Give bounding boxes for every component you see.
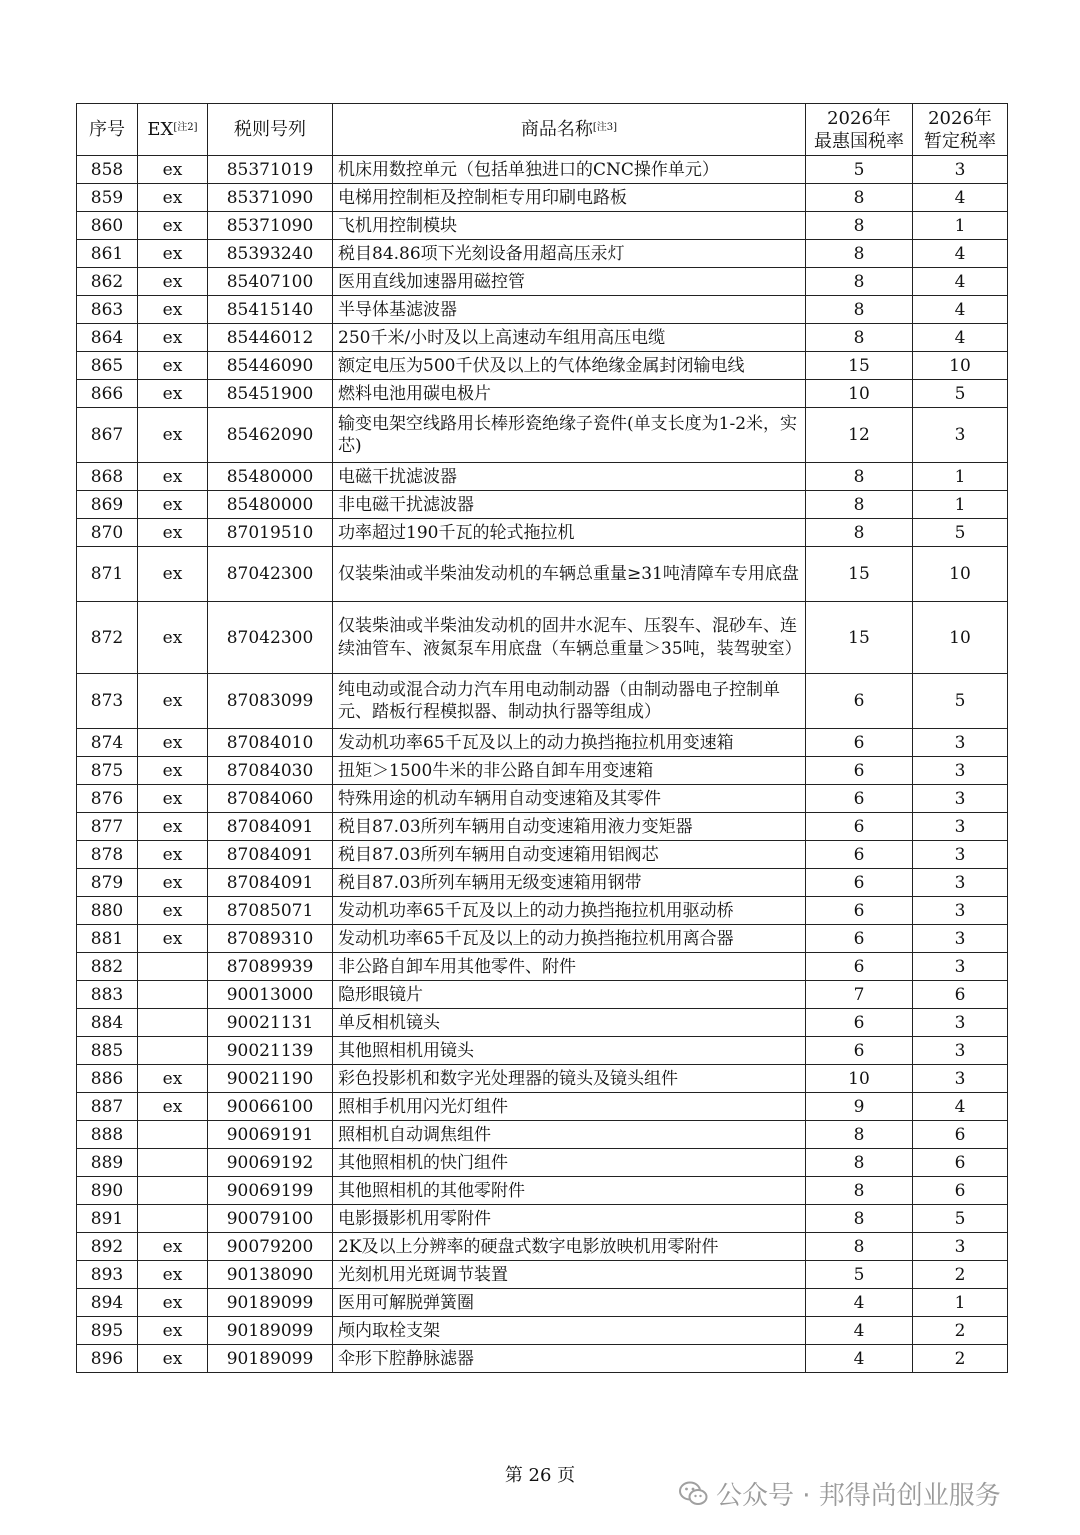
cell-ex (138, 953, 208, 981)
cell-ex: ex (138, 352, 208, 380)
cell-provisional-rate: 6 (913, 1149, 1008, 1177)
cell-ex (138, 1149, 208, 1177)
cell-ex: ex (138, 841, 208, 869)
cell-mfn-rate: 4 (806, 1345, 913, 1373)
cell-name: 发动机功率65千瓦及以上的动力换挡拖拉机用变速箱 (333, 729, 806, 757)
cell-seq: 880 (77, 897, 138, 925)
table-row (77, 184, 1008, 212)
cell-mfn-rate: 6 (806, 841, 913, 869)
cell-provisional-rate: 5 (913, 674, 1008, 729)
cell-ex: ex (138, 1317, 208, 1345)
cell-code: 90138090 (208, 1261, 333, 1289)
table-row (77, 981, 1008, 1009)
cell-seq: 868 (77, 463, 138, 491)
cell-ex (138, 1177, 208, 1205)
cell-seq: 877 (77, 813, 138, 841)
cell-name: 仅装柴油或半柴油发动机的固井水泥车、压裂车、混砂车、连续油管车、液氮泵车用底盘（车辆总重量＞35吨，装驾驶室） (333, 602, 806, 674)
cell-name: 燃料电池用碳电极片 (333, 380, 806, 408)
cell-provisional-rate: 4 (913, 324, 1008, 352)
cell-name: 2K及以上分辨率的硬盘式数字电影放映机用零附件 (333, 1233, 806, 1261)
cell-mfn-rate: 8 (806, 324, 913, 352)
cell-provisional-rate: 3 (913, 408, 1008, 463)
table-row (77, 1037, 1008, 1065)
header-seq: 序号 (77, 104, 138, 156)
table-row (77, 1149, 1008, 1177)
cell-name: 仅装柴油或半柴油发动机的车辆总重量≥31吨清障车专用底盘 (333, 547, 806, 602)
cell-provisional-rate: 2 (913, 1317, 1008, 1345)
cell-seq: 892 (77, 1233, 138, 1261)
cell-code: 90066100 (208, 1093, 333, 1121)
cell-provisional-rate: 1 (913, 1289, 1008, 1317)
cell-seq: 875 (77, 757, 138, 785)
cell-name: 纯电动或混合动力汽车用电动制动器（由制动器电子控制单元、踏板行程模拟器、制动执行器等组成） (333, 674, 806, 729)
table-row (77, 463, 1008, 491)
cell-seq: 883 (77, 981, 138, 1009)
table-row (77, 352, 1008, 380)
cell-code: 87089939 (208, 953, 333, 981)
cell-name: 光刻机用光斑调节装置 (333, 1261, 806, 1289)
cell-provisional-rate: 3 (913, 841, 1008, 869)
cell-seq: 861 (77, 240, 138, 268)
table-row (77, 1289, 1008, 1317)
cell-name: 飞机用控制模块 (333, 212, 806, 240)
table-row (77, 296, 1008, 324)
cell-provisional-rate: 3 (913, 1233, 1008, 1261)
cell-mfn-rate: 4 (806, 1317, 913, 1345)
cell-code: 90079100 (208, 1205, 333, 1233)
cell-mfn-rate: 8 (806, 491, 913, 519)
table-row (77, 156, 1008, 184)
cell-mfn-rate: 6 (806, 1037, 913, 1065)
cell-name: 特殊用途的机动车辆用自动变速箱及其零件 (333, 785, 806, 813)
cell-name: 其他照相机用镜头 (333, 1037, 806, 1065)
cell-ex (138, 1037, 208, 1065)
cell-provisional-rate: 3 (913, 1065, 1008, 1093)
table-row (77, 785, 1008, 813)
cell-mfn-rate: 5 (806, 1261, 913, 1289)
cell-code: 87089310 (208, 925, 333, 953)
cell-ex: ex (138, 324, 208, 352)
cell-seq: 888 (77, 1121, 138, 1149)
cell-mfn-rate: 12 (806, 408, 913, 463)
tariff-table (76, 103, 1008, 1373)
table-row (77, 240, 1008, 268)
table-row (77, 547, 1008, 602)
cell-mfn-rate: 8 (806, 184, 913, 212)
cell-mfn-rate: 6 (806, 757, 913, 785)
cell-seq: 891 (77, 1205, 138, 1233)
cell-seq: 885 (77, 1037, 138, 1065)
table-row (77, 491, 1008, 519)
cell-seq: 881 (77, 925, 138, 953)
cell-code: 87084060 (208, 785, 333, 813)
cell-seq: 889 (77, 1149, 138, 1177)
table-row (77, 602, 1008, 674)
cell-seq: 876 (77, 785, 138, 813)
cell-ex: ex (138, 268, 208, 296)
cell-code: 87084010 (208, 729, 333, 757)
cell-provisional-rate: 3 (913, 729, 1008, 757)
cell-name: 机床用数控单元（包括单独进口的CNC操作单元） (333, 156, 806, 184)
cell-ex: ex (138, 156, 208, 184)
table-row (77, 897, 1008, 925)
cell-code: 90013000 (208, 981, 333, 1009)
header-mfn: 2026年 最惠国税率 (806, 104, 913, 156)
table-row (77, 519, 1008, 547)
cell-provisional-rate: 10 (913, 602, 1008, 674)
cell-seq: 858 (77, 156, 138, 184)
cell-provisional-rate: 10 (913, 352, 1008, 380)
header-ex-note: [注2] (173, 122, 198, 133)
cell-provisional-rate: 3 (913, 897, 1008, 925)
table-row (77, 212, 1008, 240)
cell-mfn-rate: 6 (806, 813, 913, 841)
header-name: 商品名称[注3] (333, 104, 806, 156)
cell-mfn-rate: 7 (806, 981, 913, 1009)
cell-mfn-rate: 8 (806, 1121, 913, 1149)
cell-name: 其他照相机的其他零附件 (333, 1177, 806, 1205)
cell-name: 其他照相机的快门组件 (333, 1149, 806, 1177)
cell-code: 85480000 (208, 463, 333, 491)
cell-name: 医用直线加速器用磁控管 (333, 268, 806, 296)
cell-seq: 871 (77, 547, 138, 602)
table-row (77, 380, 1008, 408)
cell-code: 90021190 (208, 1065, 333, 1093)
cell-seq: 894 (77, 1289, 138, 1317)
cell-name: 医用可解脱弹簧圈 (333, 1289, 806, 1317)
cell-provisional-rate: 5 (913, 1205, 1008, 1233)
table-row (77, 1233, 1008, 1261)
table-row (77, 1317, 1008, 1345)
cell-name: 电影摄影机用零附件 (333, 1205, 806, 1233)
cell-name: 电磁干扰滤波器 (333, 463, 806, 491)
cell-provisional-rate: 3 (913, 869, 1008, 897)
table-row (77, 268, 1008, 296)
cell-code: 87042300 (208, 547, 333, 602)
cell-seq: 873 (77, 674, 138, 729)
table-row (77, 925, 1008, 953)
cell-seq: 893 (77, 1261, 138, 1289)
cell-provisional-rate: 1 (913, 491, 1008, 519)
cell-provisional-rate: 4 (913, 240, 1008, 268)
cell-code: 90069192 (208, 1149, 333, 1177)
cell-name: 发动机功率65千瓦及以上的动力换挡拖拉机用离合器 (333, 925, 806, 953)
cell-ex: ex (138, 296, 208, 324)
cell-provisional-rate: 5 (913, 380, 1008, 408)
cell-seq: 879 (77, 869, 138, 897)
cell-provisional-rate: 6 (913, 981, 1008, 1009)
cell-name: 税目87.03所列车辆用自动变速箱用铝阀芯 (333, 841, 806, 869)
cell-mfn-rate: 10 (806, 380, 913, 408)
cell-code: 85407100 (208, 268, 333, 296)
cell-code: 90069199 (208, 1177, 333, 1205)
cell-ex: ex (138, 1233, 208, 1261)
wechat-icon (678, 1480, 708, 1508)
cell-seq: 884 (77, 1009, 138, 1037)
cell-seq: 890 (77, 1177, 138, 1205)
cell-seq: 878 (77, 841, 138, 869)
table-row (77, 674, 1008, 729)
cell-code: 90189099 (208, 1289, 333, 1317)
cell-mfn-rate: 8 (806, 1205, 913, 1233)
cell-ex (138, 981, 208, 1009)
cell-provisional-rate: 4 (913, 268, 1008, 296)
cell-mfn-rate: 6 (806, 897, 913, 925)
cell-ex (138, 1009, 208, 1037)
cell-seq: 895 (77, 1317, 138, 1345)
cell-ex: ex (138, 519, 208, 547)
table-row (77, 1121, 1008, 1149)
cell-mfn-rate: 6 (806, 674, 913, 729)
cell-provisional-rate: 3 (913, 156, 1008, 184)
cell-mfn-rate: 15 (806, 602, 913, 674)
cell-mfn-rate: 8 (806, 268, 913, 296)
cell-name: 半导体基滤波器 (333, 296, 806, 324)
cell-seq: 867 (77, 408, 138, 463)
cell-mfn-rate: 8 (806, 296, 913, 324)
cell-mfn-rate: 6 (806, 953, 913, 981)
cell-name: 税目87.03所列车辆用自动变速箱用液力变矩器 (333, 813, 806, 841)
cell-ex: ex (138, 380, 208, 408)
cell-ex: ex (138, 1261, 208, 1289)
cell-seq: 872 (77, 602, 138, 674)
cell-mfn-rate: 6 (806, 785, 913, 813)
cell-ex: ex (138, 547, 208, 602)
cell-provisional-rate: 1 (913, 212, 1008, 240)
cell-name: 颅内取栓支架 (333, 1317, 806, 1345)
table-row (77, 729, 1008, 757)
cell-seq: 869 (77, 491, 138, 519)
table-row (77, 1065, 1008, 1093)
table-header-row (77, 104, 1008, 156)
cell-seq: 863 (77, 296, 138, 324)
cell-name: 彩色投影机和数字光处理器的镜头及镜头组件 (333, 1065, 806, 1093)
cell-mfn-rate: 6 (806, 925, 913, 953)
table-row (77, 953, 1008, 981)
cell-code: 90189099 (208, 1345, 333, 1373)
cell-mfn-rate: 6 (806, 729, 913, 757)
cell-name: 照相手机用闪光灯组件 (333, 1093, 806, 1121)
cell-provisional-rate: 2 (913, 1261, 1008, 1289)
cell-ex: ex (138, 240, 208, 268)
cell-provisional-rate: 4 (913, 296, 1008, 324)
cell-seq: 896 (77, 1345, 138, 1373)
cell-ex (138, 1121, 208, 1149)
page-number: 第 26 页 (504, 1465, 576, 1486)
table-body (77, 156, 1008, 1373)
cell-seq: 886 (77, 1065, 138, 1093)
cell-code: 90021131 (208, 1009, 333, 1037)
cell-mfn-rate: 8 (806, 519, 913, 547)
cell-provisional-rate: 3 (913, 813, 1008, 841)
cell-mfn-rate: 8 (806, 240, 913, 268)
table-row (77, 1345, 1008, 1373)
cell-code: 87083099 (208, 674, 333, 729)
cell-seq: 882 (77, 953, 138, 981)
cell-ex: ex (138, 729, 208, 757)
cell-provisional-rate: 3 (913, 953, 1008, 981)
cell-ex: ex (138, 184, 208, 212)
cell-mfn-rate: 5 (806, 156, 913, 184)
cell-provisional-rate: 10 (913, 547, 1008, 602)
cell-code: 87085071 (208, 897, 333, 925)
table-row (77, 1177, 1008, 1205)
cell-seq: 862 (77, 268, 138, 296)
cell-seq: 874 (77, 729, 138, 757)
header-ex: EX[注2] (138, 104, 208, 156)
cell-provisional-rate: 3 (913, 757, 1008, 785)
cell-ex: ex (138, 212, 208, 240)
cell-ex: ex (138, 813, 208, 841)
cell-name: 额定电压为500千伏及以上的气体绝缘金属封闭输电线 (333, 352, 806, 380)
cell-ex: ex (138, 602, 208, 674)
cell-seq: 859 (77, 184, 138, 212)
cell-seq: 870 (77, 519, 138, 547)
cell-provisional-rate: 6 (913, 1121, 1008, 1149)
cell-name: 隐形眼镜片 (333, 981, 806, 1009)
cell-ex: ex (138, 1065, 208, 1093)
cell-name: 电梯用控制柜及控制柜专用印刷电路板 (333, 184, 806, 212)
cell-provisional-rate: 1 (913, 463, 1008, 491)
cell-mfn-rate: 8 (806, 212, 913, 240)
cell-name: 伞形下腔静脉滤器 (333, 1345, 806, 1373)
cell-name: 税目84.86项下光刻设备用超高压汞灯 (333, 240, 806, 268)
cell-code: 85480000 (208, 491, 333, 519)
cell-seq: 866 (77, 380, 138, 408)
cell-seq: 864 (77, 324, 138, 352)
cell-ex: ex (138, 408, 208, 463)
cell-name: 发动机功率65千瓦及以上的动力换挡拖拉机用驱动桥 (333, 897, 806, 925)
cell-name: 照相机自动调焦组件 (333, 1121, 806, 1149)
cell-mfn-rate: 8 (806, 463, 913, 491)
cell-code: 90189099 (208, 1317, 333, 1345)
cell-name: 250千米/小时及以上高速动车组用高压电缆 (333, 324, 806, 352)
table-row (77, 324, 1008, 352)
table-row (77, 757, 1008, 785)
table-row (77, 1261, 1008, 1289)
header-name-note: [注3] (592, 122, 618, 133)
cell-provisional-rate: 3 (913, 785, 1008, 813)
cell-ex: ex (138, 674, 208, 729)
cell-seq: 860 (77, 212, 138, 240)
cell-mfn-rate: 15 (806, 352, 913, 380)
cell-name: 税目87.03所列车辆用无级变速箱用钢带 (333, 869, 806, 897)
cell-code: 87042300 (208, 602, 333, 674)
cell-mfn-rate: 6 (806, 869, 913, 897)
table-row (77, 408, 1008, 463)
cell-ex: ex (138, 1093, 208, 1121)
cell-ex: ex (138, 897, 208, 925)
cell-mfn-rate: 8 (806, 1149, 913, 1177)
cell-code: 85371019 (208, 156, 333, 184)
cell-provisional-rate: 5 (913, 519, 1008, 547)
table-row (77, 1009, 1008, 1037)
cell-provisional-rate: 2 (913, 1345, 1008, 1373)
watermark (678, 1475, 1001, 1512)
cell-code: 87084030 (208, 757, 333, 785)
cell-provisional-rate: 3 (913, 1037, 1008, 1065)
cell-ex: ex (138, 785, 208, 813)
cell-mfn-rate: 9 (806, 1093, 913, 1121)
watermark-text: 公众号 · 邦得尚创业服务 (716, 1481, 1001, 1511)
table-row (77, 1205, 1008, 1233)
cell-name: 扭矩＞1500牛米的非公路自卸车用变速箱 (333, 757, 806, 785)
cell-name: 非公路自卸车用其他零件、附件 (333, 953, 806, 981)
cell-name: 输变电架空线路用长棒形瓷绝缘子瓷件(单支长度为1-2米，实芯) (333, 408, 806, 463)
cell-code: 85393240 (208, 240, 333, 268)
cell-code: 85462090 (208, 408, 333, 463)
cell-ex: ex (138, 925, 208, 953)
cell-name: 单反相机镜头 (333, 1009, 806, 1037)
cell-code: 90069191 (208, 1121, 333, 1149)
cell-provisional-rate: 3 (913, 1009, 1008, 1037)
cell-seq: 865 (77, 352, 138, 380)
cell-mfn-rate: 4 (806, 1289, 913, 1317)
cell-ex: ex (138, 491, 208, 519)
cell-mfn-rate: 6 (806, 1009, 913, 1037)
cell-ex: ex (138, 1345, 208, 1373)
cell-code: 85371090 (208, 184, 333, 212)
cell-code: 87084091 (208, 813, 333, 841)
cell-ex: ex (138, 869, 208, 897)
header-provisional: 2026年 暂定税率 (913, 104, 1008, 156)
cell-mfn-rate: 10 (806, 1065, 913, 1093)
cell-ex: ex (138, 757, 208, 785)
table-row (77, 869, 1008, 897)
cell-mfn-rate: 8 (806, 1233, 913, 1261)
cell-mfn-rate: 8 (806, 1177, 913, 1205)
cell-name: 非电磁干扰滤波器 (333, 491, 806, 519)
cell-provisional-rate: 4 (913, 184, 1008, 212)
cell-ex: ex (138, 463, 208, 491)
cell-code: 85446090 (208, 352, 333, 380)
cell-provisional-rate: 4 (913, 1093, 1008, 1121)
cell-code: 90021139 (208, 1037, 333, 1065)
cell-mfn-rate: 15 (806, 547, 913, 602)
header-code: 税则号列 (208, 104, 333, 156)
cell-provisional-rate: 6 (913, 1177, 1008, 1205)
cell-ex (138, 1205, 208, 1233)
cell-provisional-rate: 3 (913, 925, 1008, 953)
cell-code: 85415140 (208, 296, 333, 324)
cell-code: 85371090 (208, 212, 333, 240)
cell-code: 87084091 (208, 841, 333, 869)
cell-code: 87019510 (208, 519, 333, 547)
cell-ex: ex (138, 1289, 208, 1317)
table-row (77, 813, 1008, 841)
cell-name: 功率超过190千瓦的轮式拖拉机 (333, 519, 806, 547)
cell-code: 87084091 (208, 869, 333, 897)
cell-seq: 887 (77, 1093, 138, 1121)
cell-code: 85451900 (208, 380, 333, 408)
cell-code: 90079200 (208, 1233, 333, 1261)
table-row (77, 841, 1008, 869)
cell-code: 85446012 (208, 324, 333, 352)
table-row (77, 1093, 1008, 1121)
